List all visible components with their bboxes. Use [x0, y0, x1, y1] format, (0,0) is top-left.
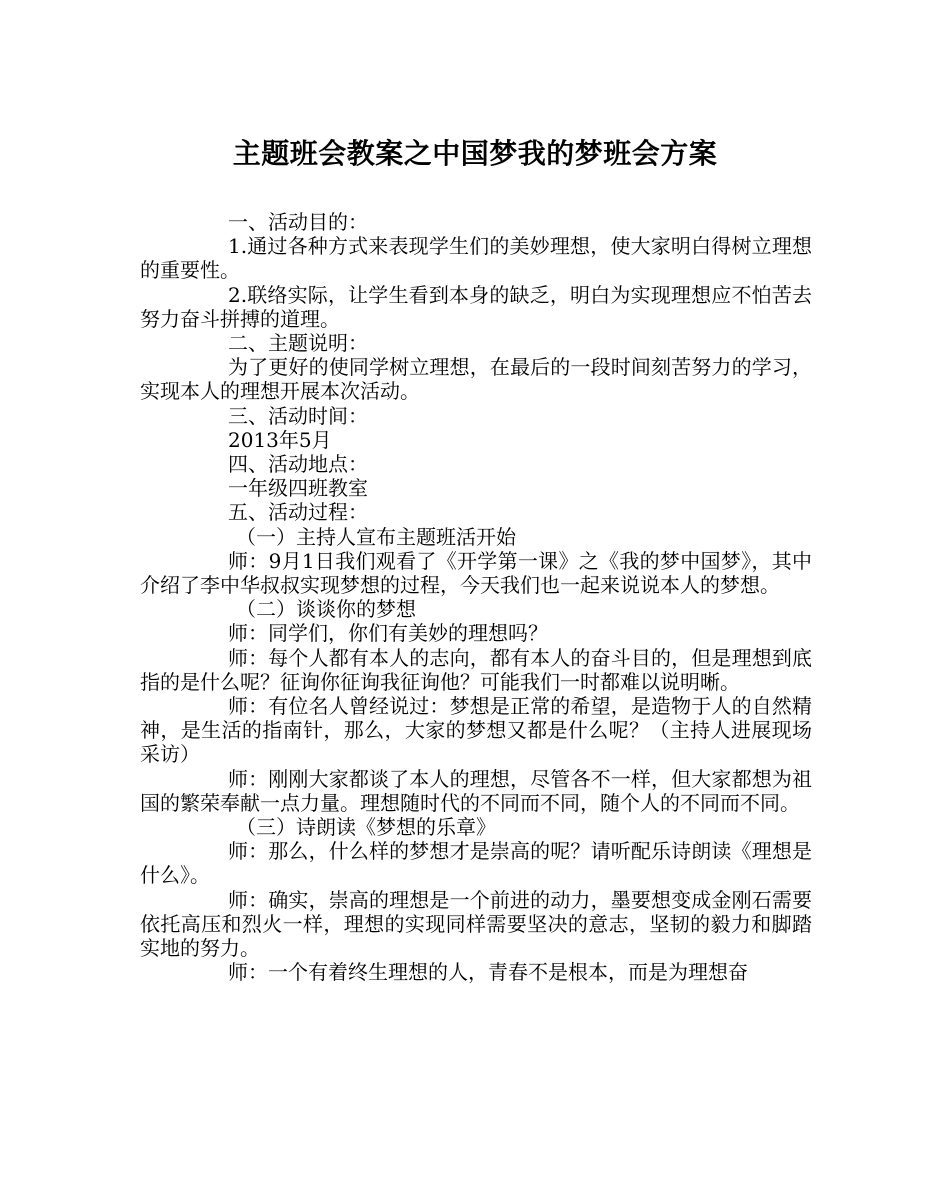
subsection-heading-2: （二）谈谈你的梦想: [236, 597, 416, 622]
section-heading-time: 三、活动时间：: [228, 403, 368, 428]
paragraph-process-2: 师：同学们，你们有美妙的理想吗？: [228, 621, 548, 646]
paragraph-process-4: 师：有位名人曾经说过：梦想是正常的希望，是造物于人的自然精神，是生活的指南针，那么，大家的梦想又都是什么呢？（主持人进展现场采访）: [140, 694, 812, 767]
section-heading-location: 四、活动地点：: [228, 452, 368, 477]
section-heading-process: 五、活动过程：: [228, 500, 368, 525]
paragraph-purpose-1: 1.通过各种方式来表现学生们的美妙理想，使大家明白得树立理想的重要性。: [140, 234, 812, 283]
paragraph-purpose-2: 2.联络实际，让学生看到本身的缺乏，明白为实现理想应不怕苦去努力奋斗拼搏的道理。: [140, 282, 812, 331]
section-heading-purpose: 一、活动目的：: [228, 210, 368, 234]
paragraph-time: 2013年5月: [228, 427, 332, 452]
document-body: [140, 210, 812, 985]
section-heading-theme: 二、主题说明：: [228, 331, 368, 356]
paragraph-process-5: 师：刚刚大家都谈了本人的理想，尽管各不一样，但大家都想为祖国的繁荣奉献一点力量。理想随时代的不同而不同，随个人的不同而不同。: [140, 766, 812, 815]
document-title: 主题班会教案之中国梦我的梦班会方案: [232, 137, 718, 170]
paragraph-process-1: 师：9月1日我们观看了《开学第一课》之《我的梦中国梦》，其中介绍了李中华叔叔实现梦想的过程，今天我们也一起来说说本人的梦想。: [140, 548, 812, 598]
subsection-heading-1: （一）主持人宣布主题班活开始: [236, 524, 516, 549]
paragraph-process-3: 师：每个人都有本人的志向，都有本人的奋斗目的，但是理想到底指的是什么呢？征询你征询我征询他？可能我们一时都难以说明晰。: [140, 645, 812, 694]
paragraph-location: 一年级四班教室: [228, 476, 368, 501]
paragraph-process-7: 师：确实，崇高的理想是一个前进的动力，墨要想变成金刚石需要依托高压和烈火一样，理想的实现同样需要坚决的意志，坚韧的毅力和脚踏实地的努力。: [140, 887, 812, 961]
paragraph-process-8: 师：一个有着终生理想的人，青春不是根本，而是为理想奋: [228, 960, 748, 985]
paragraph-process-6: 师：那么，什么样的梦想才是崇高的呢？请听配乐诗朗读《理想是什么》。: [140, 839, 812, 888]
paragraph-theme: 为了更好的使同学树立理想，在最后的一段时间刻苦努力的学习，实现本人的理想开展本次活动。: [140, 355, 812, 404]
subsection-heading-3: （三）诗朗读《梦想的乐章》: [236, 815, 496, 840]
